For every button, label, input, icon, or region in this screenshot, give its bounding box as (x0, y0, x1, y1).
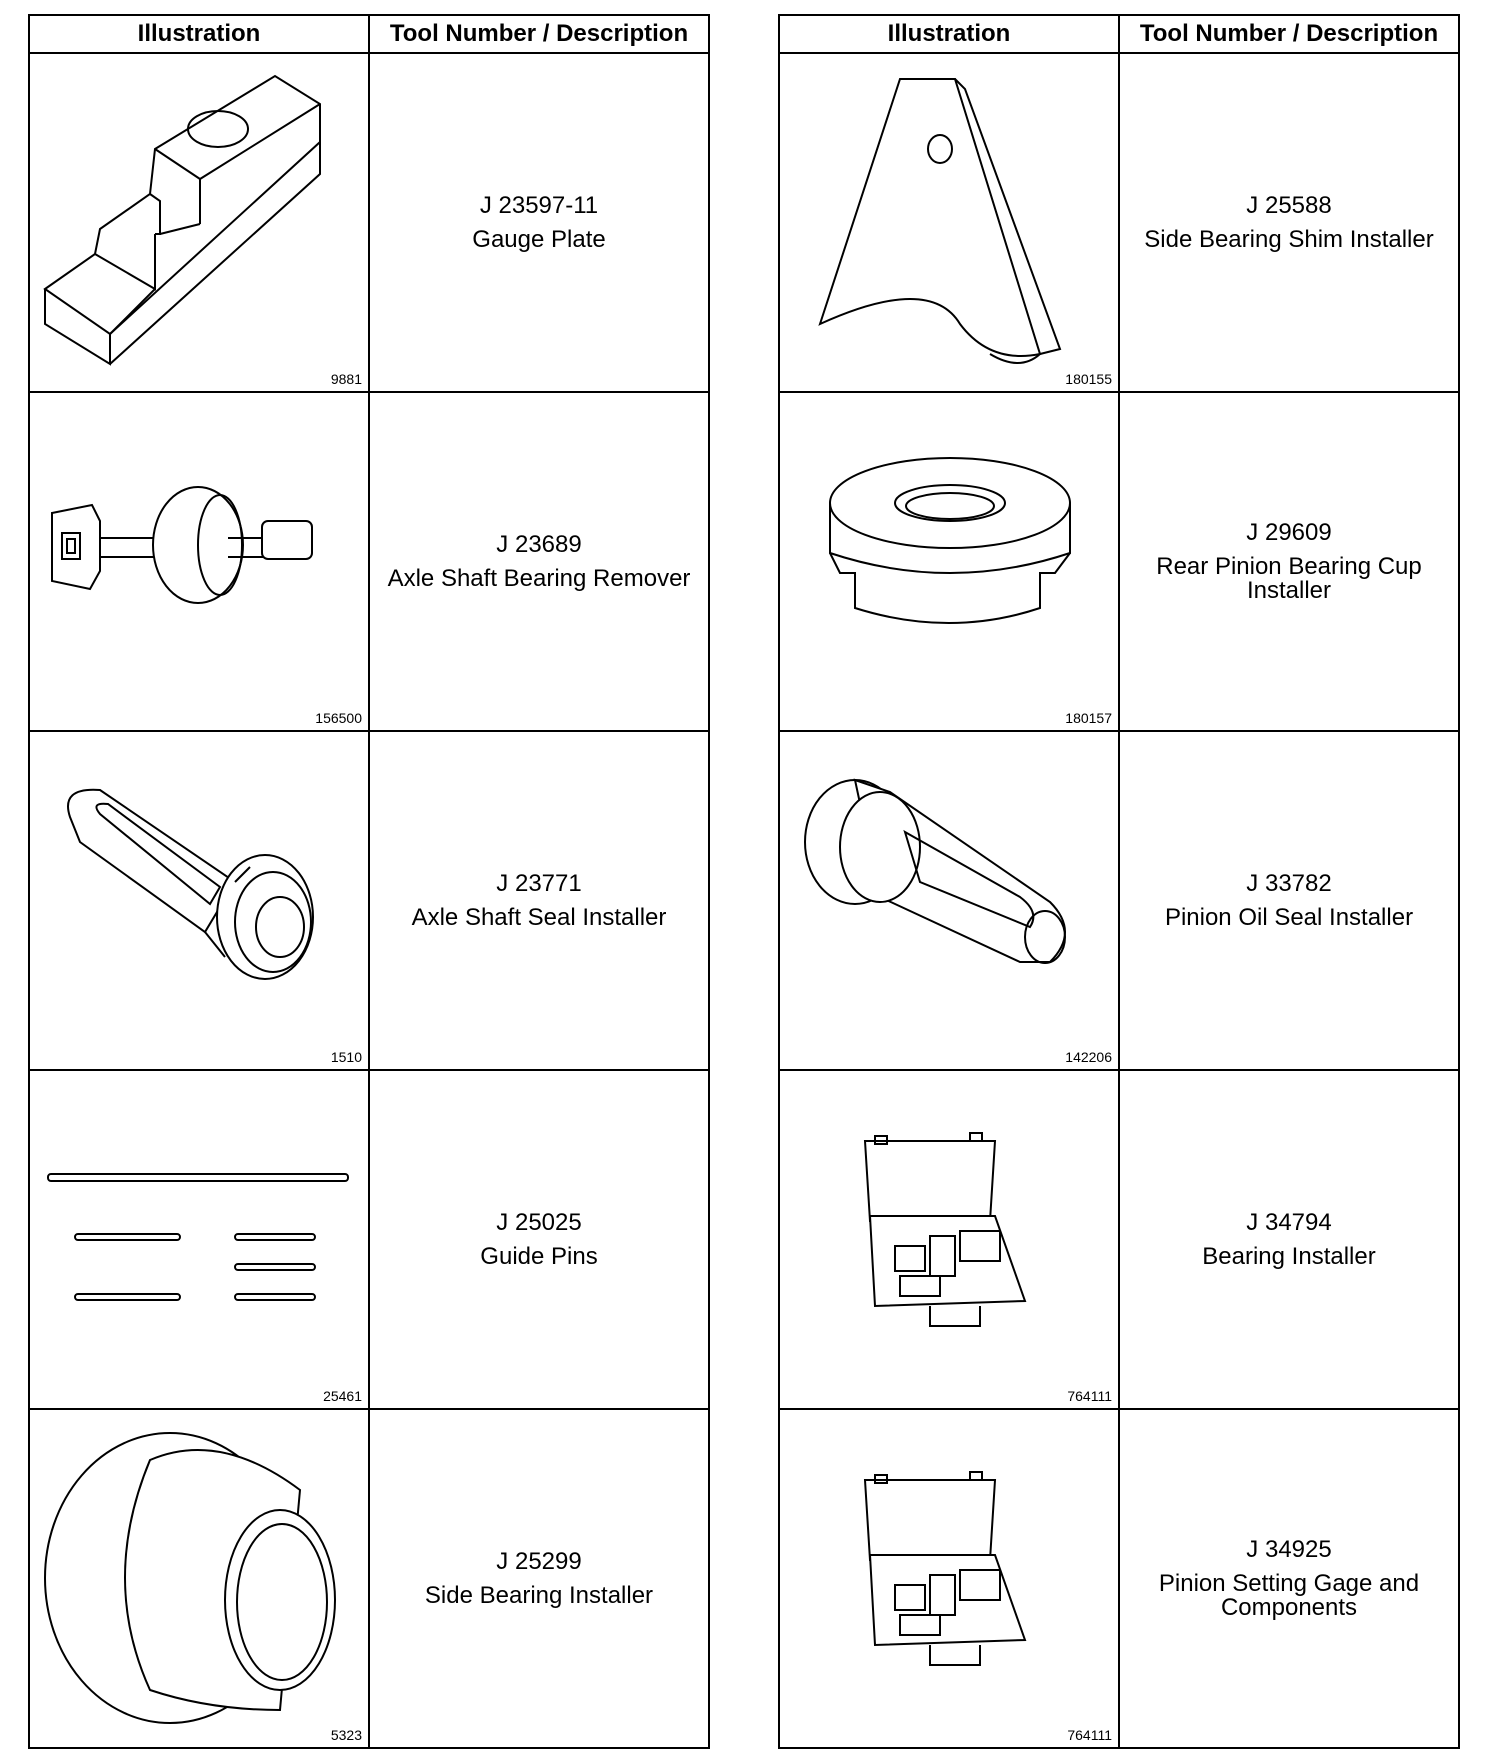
left-tool-table (28, 14, 710, 1749)
tool-number: J 23771 (496, 869, 582, 897)
toolkit-case-icon (780, 1410, 1118, 1747)
tool-number: J 34925 (1246, 1535, 1332, 1563)
figure-id: 156500 (315, 710, 362, 726)
seal-installer-icon (30, 732, 368, 1069)
illustration-cell (29, 731, 369, 1070)
tool-number: J 25588 (1246, 191, 1332, 219)
tool-header: Tool Number / Description (1119, 15, 1459, 53)
tool-number: J 33782 (1246, 869, 1332, 897)
table-row (29, 1409, 709, 1748)
tool-description: Axle Shaft Bearing Remover (387, 564, 691, 592)
description-cell (369, 392, 709, 731)
table-row (29, 53, 709, 392)
tool-description: Pinion Setting Gage and Components (1158, 1569, 1420, 1621)
figure-id: 764111 (1067, 1388, 1112, 1404)
tool-number: J 23689 (496, 530, 582, 558)
table-row (779, 392, 1459, 731)
figure-id: 25461 (323, 1388, 362, 1404)
tool-number: J 34794 (1246, 1208, 1332, 1236)
description-cell (369, 731, 709, 1070)
tool-description: Side Bearing Installer (424, 1581, 654, 1609)
illustration-cell (779, 731, 1119, 1070)
description-cell (1119, 392, 1459, 731)
illustration-header: Illustration (779, 15, 1119, 53)
figure-id: 9881 (330, 371, 362, 387)
side-bearing-installer-icon (30, 1410, 368, 1747)
description-cell (1119, 1409, 1459, 1748)
tool-number: J 23597-11 (479, 191, 599, 219)
description-cell (1119, 1070, 1459, 1409)
illustration-cell (29, 392, 369, 731)
figure-id: 142206 (1065, 1049, 1112, 1065)
tool-number: J 25025 (496, 1208, 582, 1236)
tool-header: Tool Number / Description (369, 15, 709, 53)
figure-id: 180157 (1065, 710, 1112, 726)
tool-number: J 29609 (1246, 518, 1332, 546)
tool-description: Gauge Plate (472, 225, 606, 253)
illustration-cell (779, 1409, 1119, 1748)
illustration-cell (29, 1409, 369, 1748)
table-row (779, 731, 1459, 1070)
right-tool-table (778, 14, 1460, 1749)
illustration-header: Illustration (29, 15, 369, 53)
table-row (29, 392, 709, 731)
description-cell (1119, 731, 1459, 1070)
description-cell (369, 1070, 709, 1409)
table-row (779, 1070, 1459, 1409)
description-cell (369, 1409, 709, 1748)
pinion-seal-installer-icon (780, 732, 1118, 1069)
tool-description: Axle Shaft Seal Installer (411, 903, 667, 931)
illustration-cell (29, 1070, 369, 1409)
illustration-cell (29, 53, 369, 392)
description-cell (1119, 53, 1459, 392)
gauge-plate-icon (30, 54, 368, 391)
guide-pins-icon (30, 1071, 368, 1408)
figure-id: 180155 (1065, 371, 1112, 387)
table-row (29, 1070, 709, 1409)
tool-description: Guide Pins (480, 1242, 598, 1270)
tool-description: Bearing Installer (1202, 1242, 1376, 1270)
figure-id: 5323 (330, 1727, 362, 1743)
cup-installer-icon (780, 393, 1118, 730)
header-row (779, 15, 1459, 53)
header-row (29, 15, 709, 53)
illustration-cell (779, 53, 1119, 392)
shim-installer-icon (780, 54, 1118, 391)
bearing-remover-icon (30, 393, 368, 730)
description-cell (369, 53, 709, 392)
tool-description: Rear Pinion Bearing Cup Installer (1156, 552, 1422, 604)
illustration-cell (779, 1070, 1119, 1409)
illustration-cell (779, 392, 1119, 731)
table-row (779, 53, 1459, 392)
table-row (779, 1409, 1459, 1748)
tool-description: Side Bearing Shim Installer (1144, 225, 1434, 253)
table-row (29, 731, 709, 1070)
toolkit-case-icon (780, 1071, 1118, 1408)
tool-description: Pinion Oil Seal Installer (1164, 903, 1414, 931)
figure-id: 764111 (1067, 1727, 1112, 1743)
tool-number: J 25299 (496, 1547, 582, 1575)
figure-id: 1510 (330, 1049, 362, 1065)
